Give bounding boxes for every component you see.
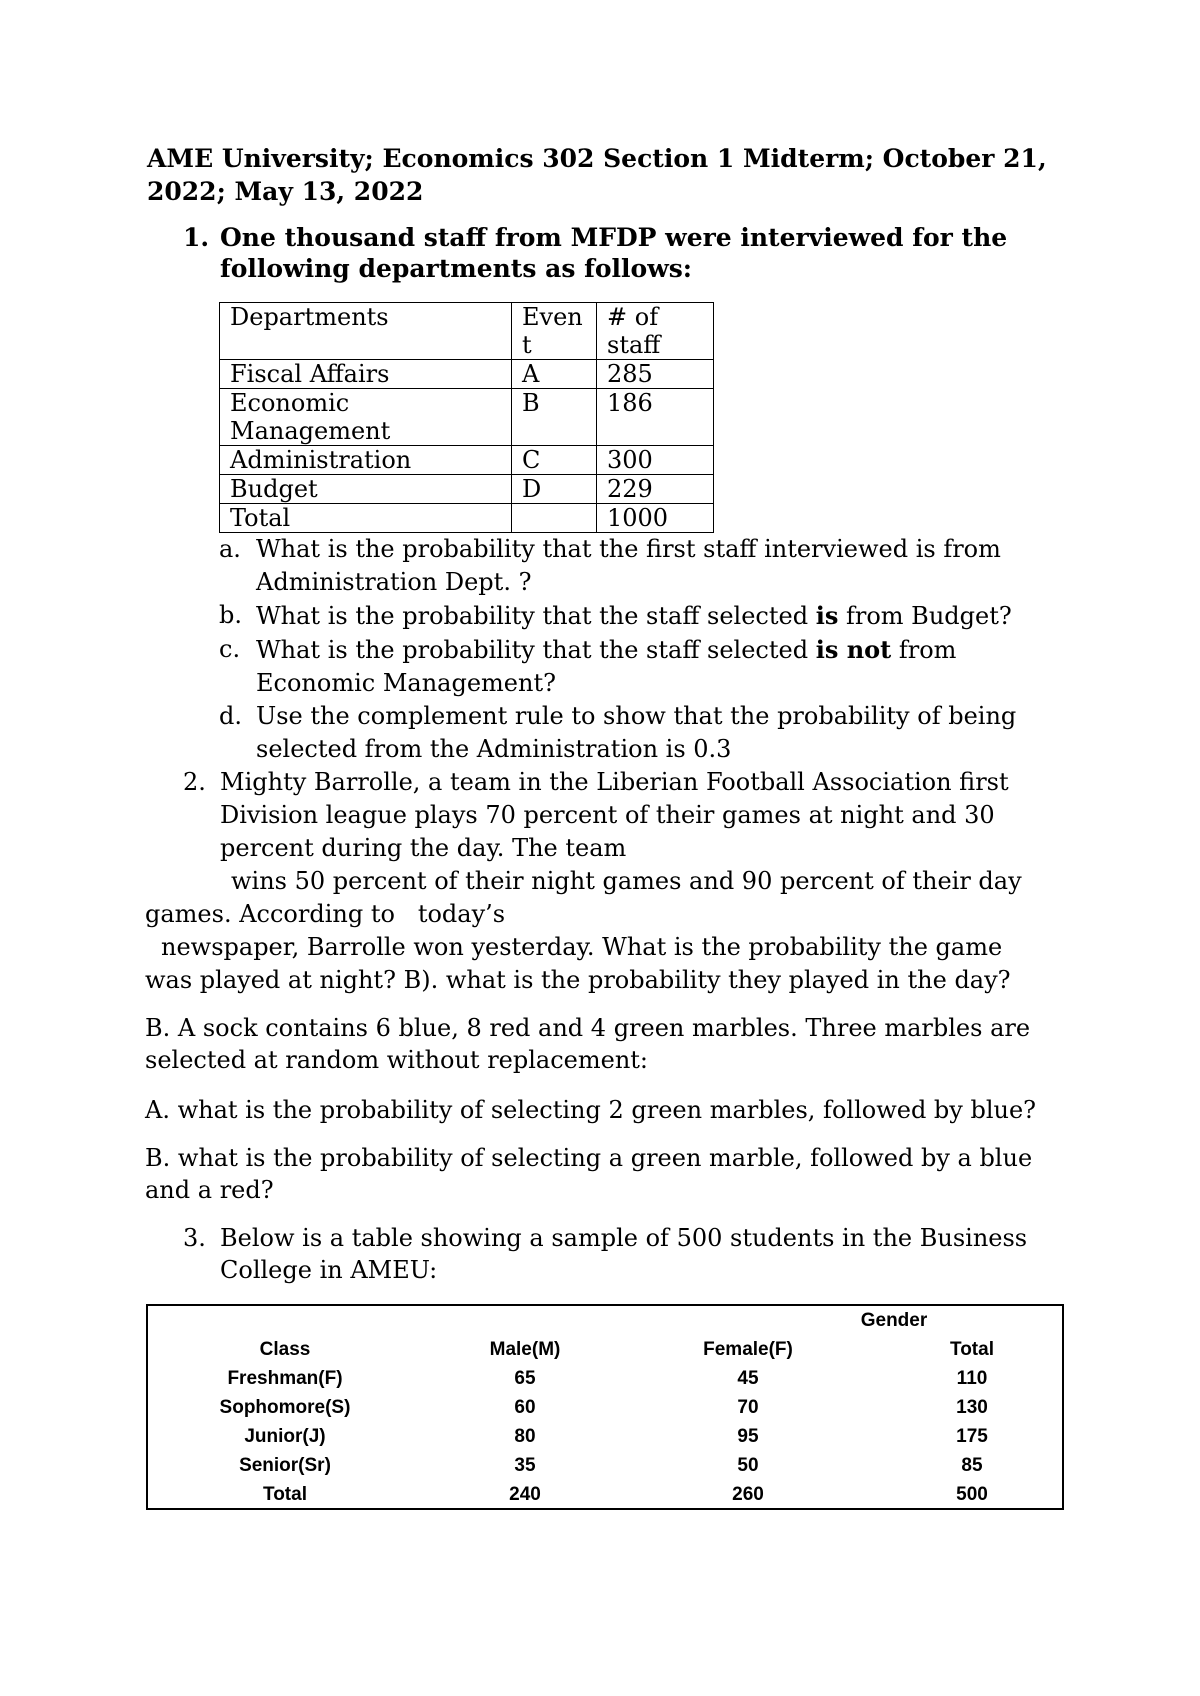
question-3 (183, 1222, 1063, 1286)
cell-male: 240 (509, 1484, 541, 1505)
cell-male: 80 (514, 1426, 536, 1447)
subquestion-text-end: from Budget? (845, 602, 1012, 630)
cell-male: 65 (514, 1368, 536, 1389)
cell-female: 95 (737, 1426, 759, 1447)
cell-male: 35 (514, 1455, 536, 1476)
question-1-line-1: One thousand staff from MFDP were interviewed for the (220, 223, 1008, 252)
question-2 (145, 766, 1065, 997)
cell-department: Administration (220, 446, 512, 475)
cell-department: Total (220, 504, 512, 533)
subquestion-text: Use the complement rule to show that the probability of being selected from the Administration is 0.3 (256, 702, 1017, 763)
cell-total: 500 (956, 1484, 988, 1505)
cell-department: Economic Management (220, 389, 512, 446)
question-2-line-5: games. According to today’s (145, 900, 506, 928)
subquestion-letter: d. (219, 702, 242, 730)
cell-female: 70 (737, 1397, 759, 1418)
question-2-line-6: newspaper, Barrolle won yesterday. What is the probability the game (161, 933, 1003, 961)
header-staff: # of staff (597, 303, 714, 360)
header-class: Class (259, 1339, 311, 1360)
part-b-question-b: B. what is the probability of selecting a green marble, followed by a blue and a red? (145, 1144, 1033, 1204)
question-2-number: 2. (183, 768, 206, 796)
cell-event: D (512, 475, 597, 504)
exam-title: AME University; Economics 302 Section 1 Midterm; October 21, 2022; May 13, 2022 (147, 144, 1047, 206)
cell-staff: 300 (597, 446, 714, 475)
question-1-subquestions (219, 533, 1069, 766)
cell-class: Sophomore(S) (219, 1397, 351, 1418)
cell-male: 60 (514, 1397, 536, 1418)
cell-class: Freshman(F) (227, 1368, 343, 1389)
table-row (220, 360, 714, 389)
cell-event (512, 504, 597, 533)
subquestion-text-end: from Economic Management? (256, 636, 957, 697)
subquestion-emphasis: is (815, 601, 839, 630)
subquestion-letter: b. (219, 601, 242, 629)
cell-department: Fiscal Affairs (220, 360, 512, 389)
part-b-intro: B. A sock contains 6 blue, 8 red and 4 green marbles. Three marbles are selected at random without replacement: (145, 1014, 1031, 1074)
question-1 (183, 222, 1063, 284)
subquestion-text: What is the probability that the staff selected (256, 602, 809, 630)
header-total: Total (950, 1339, 994, 1360)
cell-female: 45 (737, 1368, 759, 1389)
cell-total: 130 (956, 1397, 988, 1418)
cell-total: 175 (956, 1426, 988, 1447)
question-3-text: Below is a table showing a sample of 500 students in the Business College in AMEU: (220, 1224, 1028, 1284)
subquestion-d (219, 700, 1069, 766)
question-1-line-2: following departments as follows: (220, 254, 693, 283)
table-row (220, 446, 714, 475)
cell-event: C (512, 446, 597, 475)
students-table (146, 1304, 1064, 1510)
cell-event: A (512, 360, 597, 389)
cell-department: Budget (220, 475, 512, 504)
question-2-line-7: was played at night? B). what is the probability they played in the day? (145, 966, 1011, 994)
table-row (220, 475, 714, 504)
cell-total: 110 (956, 1368, 988, 1389)
table-header-row (220, 303, 714, 360)
cell-staff: 1000 (597, 504, 714, 533)
cell-class: Senior(Sr) (239, 1455, 331, 1476)
cell-female: 50 (737, 1455, 759, 1476)
header-gender: Gender (860, 1310, 928, 1331)
question-2-lead (145, 766, 1065, 865)
cell-class: Junior(J) (244, 1426, 326, 1447)
subquestion-a (219, 533, 1069, 599)
question-2-line-1: Mighty Barrolle, a team in the Liberian Football Association first (220, 768, 1009, 796)
header-female: Female(F) (703, 1339, 793, 1360)
subquestion-emphasis: is not (815, 635, 892, 664)
question-1-number: 1. (183, 223, 210, 252)
header-departments: Departments (220, 303, 512, 360)
subquestion-text: What is the probability that the staff selected (256, 636, 809, 664)
question-3-number: 3. (183, 1224, 206, 1252)
subquestion-c (219, 633, 1069, 700)
cell-staff: 186 (597, 389, 714, 446)
question-2-line-2: Division league plays 70 percent of their games at night and 30 (220, 801, 995, 829)
cell-total: 85 (961, 1455, 983, 1476)
subquestion-text: What is the probability that the first staff interviewed is from Administration Dept. ? (256, 535, 1001, 596)
cell-female: 260 (732, 1484, 764, 1505)
table-total-row (220, 504, 714, 533)
subquestion-b (219, 599, 1069, 633)
subquestion-letter: c. (219, 635, 241, 663)
header-male: Male(M) (489, 1339, 561, 1360)
cell-class: Total (263, 1484, 307, 1505)
header-event: Even t (512, 303, 597, 360)
subquestion-letter: a. (219, 535, 241, 563)
part-b-question-a: A. what is the probability of selecting 2 green marbles, followed by blue? (145, 1096, 1037, 1124)
departments-table (219, 302, 714, 533)
cell-event: B (512, 389, 597, 446)
cell-staff: 285 (597, 360, 714, 389)
question-2-line-3: percent during the day. The team (220, 834, 627, 862)
cell-staff: 229 (597, 475, 714, 504)
table-row (220, 389, 714, 446)
question-2-line-4: wins 50 percent of their night games and 90 percent of their day (231, 867, 1022, 895)
